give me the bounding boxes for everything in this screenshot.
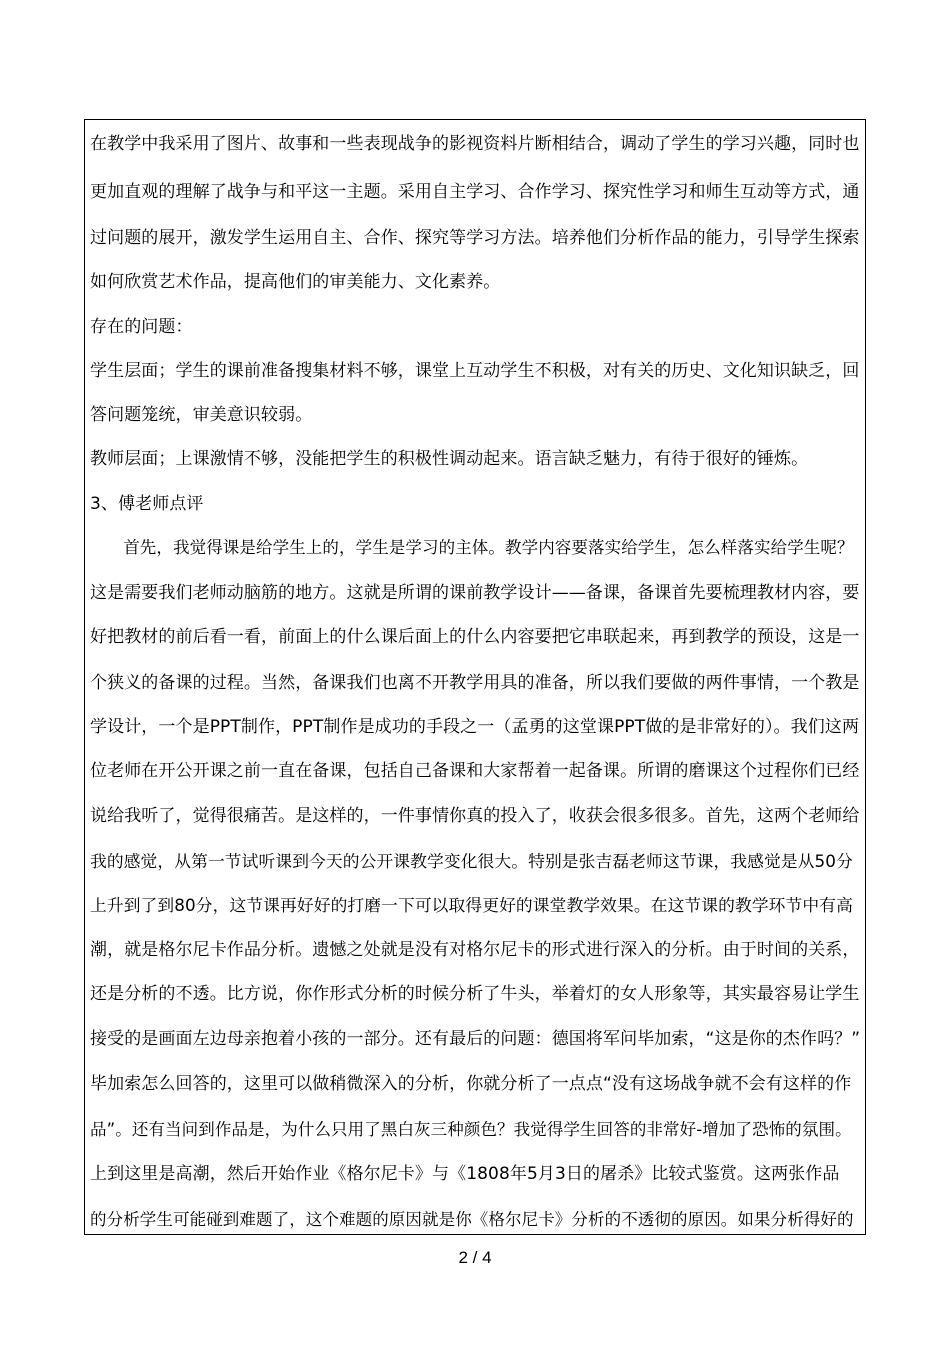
text-line: 还是分析的不透。比方说，你作形式分析的时候分析了牛头，举着灯的女人形象等，其实最容易让学生 xyxy=(90,984,860,1004)
text-line: 上升到了到80分，这节课再好好的打磨一下可以取得更好的课堂教学效果。在这节课的教学环节中有高 xyxy=(90,895,853,915)
text-line: 毕加索怎么回答的，这里可以做稍微深入的分析，你就分析了一点点“没有这场战争就不会有这样的作 xyxy=(90,1074,852,1094)
text-line: 在教学中我采用了图片、故事和一些表现战争的影视资料片断相结合，调动了学生的学习兴趣，同时也 xyxy=(90,134,860,154)
text-line: 更加直观的理解了战争与和平这一主题。采用自主学习、合作学习、探究性学习和师生互动等方式，通 xyxy=(90,182,860,202)
text-line: 如何欣赏艺术作品，提高他们的审美能力、文化素养。 xyxy=(90,272,501,292)
text-line: 潮，就是格尔尼卡作品分析。遗憾之处就是没有对格尔尼卡的形式进行深入的分析。由于时间的关系， xyxy=(90,940,860,960)
text-line: 学生层面；学生的课前准备搜集材料不够，课堂上互动学生不积极，对有关的历史、文化知识缺乏，回 xyxy=(90,361,860,381)
text-line: 教师层面；上课激情不够，没能把学生的积极性调动起来。语言缺乏魅力，有待于很好的锤炼。 xyxy=(90,449,809,469)
text-line: 我的感觉，从第一节试听课到今天的公开课教学变化很大。特别是张吉磊老师这节课，我感觉是从50分 xyxy=(90,851,853,871)
text-line: 位老师在开公开课之前一直在备课，包括自己备课和大家帮着一起备课。所谓的磨课这个过程你们已经 xyxy=(90,761,860,781)
text-line: 答问题笼统，审美意识较弱。 xyxy=(90,405,313,425)
page-number: 2 / 4 xyxy=(458,1248,492,1267)
text-line: 存在的问题： xyxy=(90,317,193,337)
text-line: 过问题的展开，激发学生运用自主、合作、探究等学习方法。培养他们分析作品的能力，引导学生探索 xyxy=(90,228,860,248)
text-line: 品”。还有当问到作品是，为什么只用了黑白灰三种颜色？我觉得学生回答的非常好-增加了恐怖的氛围。 xyxy=(90,1120,852,1139)
text-line: 说给我听了，觉得很痛苦。是这样的，一件事情你真的投入了，收获会很多很多。首先，这两个老师给 xyxy=(90,806,860,826)
text-line: 个狭义的备课的过程。当然，备课我们也离不开教学用具的准备，所以我们要做的两件事情，一个教是 xyxy=(90,673,860,693)
text-line: 接受的是画面左边母亲抱着小孩的一部分。还有最后的问题：德国将军问毕加索，“这是你的杰作吗？” xyxy=(90,1029,861,1049)
text-line: 好把教材的前后看一看，前面上的什么课后面上的什么内容要把它串联起来，再到教学的预设，这是一 xyxy=(90,627,860,647)
text-line: 学设计，一个是PPT制作，PPT制作是成功的手段之一（孟勇的这堂课PPT做的是非常好的）。我们这两 xyxy=(90,717,860,737)
section-heading: 3、傅老师点评 xyxy=(90,494,204,514)
text-line: 首先，我觉得课是给学生上的，学生是学习的主体。教学内容要落实给学生，怎么样落实给学生呢？ xyxy=(90,538,854,557)
text-line: 的分析学生可能碰到难题了，这个难题的原因就是你《格尔尼卡》分析的不透彻的原因。如果分析得好的 xyxy=(90,1210,854,1229)
text-line: 上到这里是高潮，然后开始作业《格尔尼卡》与《1808年5月3日的屠杀》比较式鉴赏。这两张作品 xyxy=(90,1164,840,1184)
text-line: 这是需要我们老师动脑筋的地方。这就是所谓的课前教学设计——备课，备课首先要梳理教材内容，要 xyxy=(90,583,860,603)
